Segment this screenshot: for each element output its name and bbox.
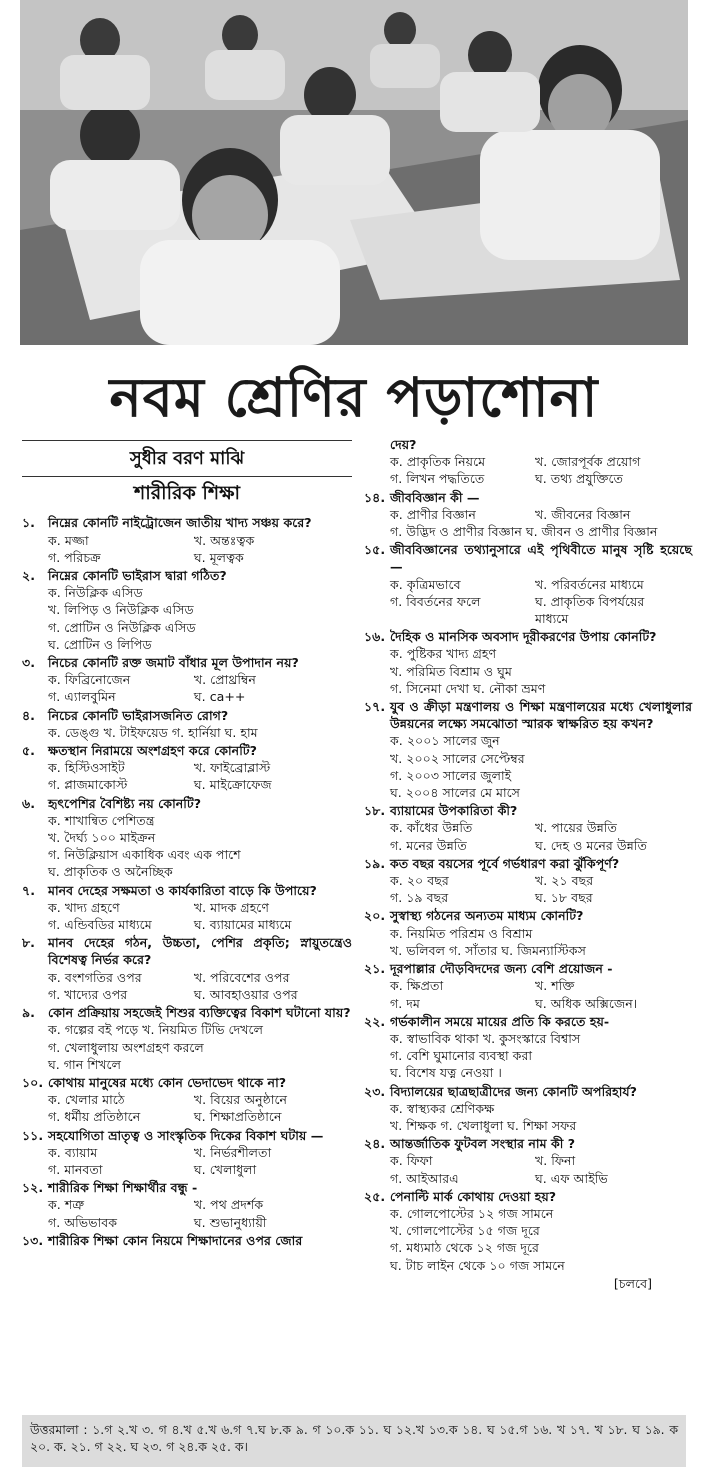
question-item bbox=[364, 1188, 692, 1274]
option-text: ক. খেলার মাঠে bbox=[48, 1092, 125, 1108]
question-text: কত বছর বয়সের পূর্বে গর্ভধারণ করা ঝুঁকিপূর্ণ? bbox=[390, 855, 620, 871]
option-text: ক. পুষ্টিকর খাদ্য গ্রহণ bbox=[390, 646, 497, 662]
option-text: ক. ডেঙ্গু খ. টাইফয়েড গ. হার্নিয়া ঘ. হাম bbox=[48, 724, 258, 740]
question-item bbox=[364, 541, 692, 627]
option-text: খ. গোলপোস্টের ১৫ গজ দূরে bbox=[390, 1223, 540, 1239]
option-text: ঘ. শিক্ষাপ্রতিষ্ঠানে bbox=[193, 1109, 282, 1125]
option-text: ক. স্বাভাবিক থাকা খ. কুসংস্কারে বিশ্বাস bbox=[390, 1030, 581, 1046]
question-text: শারীরিক শিক্ষা কোন নিয়মে শিক্ষাদানের ওপর জোর bbox=[48, 1232, 303, 1248]
question-item bbox=[364, 698, 692, 801]
question-text: আন্তর্জাতিক ফুটবল সংস্থার নাম কী ? bbox=[390, 1136, 576, 1152]
question-item bbox=[364, 907, 692, 959]
question-number: ৯. bbox=[22, 1005, 35, 1021]
question-options bbox=[22, 1021, 352, 1073]
question-options bbox=[22, 532, 352, 566]
question-text: শারীরিক শিক্ষা শিক্ষার্থীর বন্ধু - bbox=[48, 1180, 198, 1196]
option-text: ঘ. ca++ bbox=[193, 689, 246, 705]
option-text: ঘ. শুভানুধ্যায়ী bbox=[193, 1214, 267, 1230]
option-text: খ. মাদক গ্রহণে bbox=[193, 899, 269, 915]
exam-hall-photo bbox=[20, 0, 688, 345]
option-text: গ. খেলাধুলায় অংশগ্রহণ করলে bbox=[48, 1039, 204, 1055]
option-text: গ. সিনেমা দেখা ঘ. নৌকা ভ্রমণ bbox=[390, 680, 546, 696]
question-item bbox=[364, 1083, 692, 1135]
question-number: ৮. bbox=[22, 935, 35, 951]
option-text: ক. হিস্টিওসাইট bbox=[48, 760, 125, 776]
question-number: ২০. bbox=[364, 908, 386, 924]
question-number: ১৫. bbox=[364, 542, 386, 558]
option-text: ঘ. টাচ লাইন থেকে ১০ গজ সামনে bbox=[390, 1257, 565, 1273]
question-item bbox=[364, 960, 692, 1012]
option-text: গ. বেশি ঘুমানোর ব্যবস্থা করা bbox=[390, 1048, 533, 1064]
option-text: ক. প্রাকৃতিক নিয়মে bbox=[390, 454, 486, 470]
question-item bbox=[364, 628, 692, 697]
question-number: ৭. bbox=[22, 882, 35, 898]
question-number: ৪. bbox=[22, 707, 35, 723]
question-options bbox=[364, 645, 692, 697]
question-options bbox=[22, 899, 352, 933]
question-options bbox=[22, 1091, 352, 1125]
option-text: খ. অন্তঃত্বক bbox=[193, 532, 255, 548]
question-options bbox=[364, 872, 692, 906]
option-text: ঘ. ১৮ বছর bbox=[534, 890, 593, 906]
question-item bbox=[22, 654, 352, 706]
option-text: খ. ফাইব্রোব্লাস্ট bbox=[193, 760, 271, 776]
question-number: ১৪. bbox=[364, 489, 386, 505]
option-text: ঘ. গান শিখলে bbox=[48, 1056, 121, 1072]
question-text: নিম্নের কোনটি নাইট্রোজেন জাতীয় খাদ্য সঞ্চয় করে? bbox=[48, 515, 312, 531]
question-number: ১২. bbox=[22, 1180, 44, 1196]
option-text: গ. নিউক্লিয়াস একাধিক এবং এক পাশে bbox=[48, 847, 241, 863]
question-options bbox=[22, 1144, 352, 1178]
option-text: ঘ. প্রাকৃতিক বিপর্যয়ের মাধ্যমে bbox=[534, 593, 645, 627]
option-text: ক. গোলপোস্টের ১২ গজ সামনে bbox=[390, 1205, 554, 1221]
option-text: ক. ব্যায়াম bbox=[48, 1144, 98, 1160]
option-text: ক. কাঁধের উন্নতি bbox=[390, 820, 473, 836]
question-options bbox=[364, 1205, 692, 1274]
question-options bbox=[364, 1152, 692, 1186]
option-text: খ. বিয়ের অনুষ্ঠানে bbox=[193, 1092, 288, 1108]
option-text: খ. পথ প্রদর্শক bbox=[193, 1197, 264, 1213]
question-options bbox=[22, 584, 352, 653]
question-number: ১৭. bbox=[364, 699, 386, 715]
question-text: সহযোগিতা ভ্রাতৃত্ব ও সাংস্কৃতিক দিকের বিকাশ ঘটায় — bbox=[48, 1127, 324, 1143]
option-text: গ. ২০০৩ সালের জুলাই bbox=[390, 767, 512, 783]
option-text: খ. ভলিবল গ. সাঁতার ঘ. জিমন্যাস্টিকস bbox=[390, 942, 586, 958]
question-item bbox=[22, 1004, 352, 1073]
question-options bbox=[22, 812, 352, 881]
exam-hall-illustration bbox=[20, 0, 688, 345]
question-options bbox=[22, 969, 352, 1003]
question-text: ব্যায়ামের উপকারিতা কী? bbox=[390, 803, 518, 819]
option-text: ক. মজ্জা bbox=[48, 532, 89, 548]
question-item bbox=[22, 1179, 352, 1231]
question-item bbox=[364, 489, 692, 541]
question-item bbox=[22, 1074, 352, 1126]
question-number: ২১. bbox=[364, 961, 386, 977]
left-column bbox=[22, 440, 352, 1250]
question-text: দূরপাল্লার দৌড়বিদদের জন্য বেশি প্রয়োজন - bbox=[390, 961, 613, 977]
option-text: ঘ. এফ আইভি bbox=[534, 1170, 608, 1186]
question-options bbox=[22, 671, 352, 705]
question-text: ক্ষতস্থান নিরাময়ে অংশগ্রহণ করে কোনটি? bbox=[48, 743, 257, 759]
option-text: ক. খাদ্য গ্রহণে bbox=[48, 899, 120, 915]
question-number: ১৩. bbox=[22, 1232, 44, 1248]
question-text: দেয়? bbox=[390, 437, 417, 452]
question-number: ২৪. bbox=[364, 1136, 386, 1152]
question-item bbox=[22, 567, 352, 653]
question-number: ১১. bbox=[22, 1127, 44, 1143]
option-text: খ. জীবনের বিজ্ঞান bbox=[534, 506, 631, 522]
question-item bbox=[22, 707, 352, 741]
option-text: ক. স্বাস্থ্যকর শ্রেণিকক্ষ bbox=[390, 1100, 495, 1116]
question-number: ৬. bbox=[22, 795, 35, 811]
option-text: গ. মধ্যমাঠ থেকে ১২ গজ দূরে bbox=[390, 1240, 539, 1256]
option-text: গ. প্রোটিন ও নিউক্লিক এসিড bbox=[48, 619, 196, 635]
option-text: ক. ফিব্রিনোজেন bbox=[48, 672, 131, 688]
option-text: খ. শক্তি bbox=[534, 978, 575, 994]
question-item bbox=[22, 514, 352, 566]
question-item bbox=[22, 795, 352, 881]
right-column bbox=[364, 436, 692, 1292]
question-options bbox=[22, 1196, 352, 1230]
option-text: ক. ফিফা bbox=[390, 1153, 433, 1169]
question-text: মানব দেহের সক্ষমতা ও কার্যকারিতা বাড়ে কি উপায়ে? bbox=[48, 882, 317, 898]
option-text: ঘ. বিশেষ যত্ন নেওয়া । bbox=[390, 1065, 502, 1081]
question-item bbox=[22, 1127, 352, 1179]
option-text: খ. প্রোথ্রম্বিন bbox=[193, 672, 256, 688]
question-text: জীববিজ্ঞান কী — bbox=[390, 489, 480, 505]
option-text: গ. প্লাজমাকোস্ট bbox=[48, 777, 128, 793]
option-text: খ. দৈর্ঘ্য ১০০ মাইক্রন bbox=[48, 830, 156, 846]
option-text: ঘ. প্রোটিন ও লিপিড bbox=[48, 636, 152, 652]
question-text: বিদ্যালয়ের ছাত্রছাত্রীদের জন্য কোনটি অপরিহার্য? bbox=[390, 1083, 637, 1099]
option-text: খ. শিক্ষক গ. খেলাধুলা ঘ. শিক্ষা সফর bbox=[390, 1117, 577, 1133]
question-options bbox=[364, 1100, 692, 1134]
option-text: খ. ২০০২ সালের সেপ্টেম্বর bbox=[390, 750, 525, 766]
option-text: ক. ২০০১ সালের জুন bbox=[390, 733, 500, 749]
option-text: ক. গল্পের বই পড়ে খ. নিয়মিত টিভি দেখলে bbox=[48, 1022, 263, 1038]
question-text: পেনাল্টি মার্ক কোথায় দেওয়া হয়? bbox=[390, 1188, 557, 1204]
question-options bbox=[364, 576, 692, 628]
question-number: ২৫. bbox=[364, 1188, 386, 1204]
option-text: গ. এন্ডিবডির মাধ্যমে bbox=[48, 917, 152, 933]
option-text: গ. উদ্ভিদ ও প্রাণীর বিজ্ঞান ঘ. জীবন ও প্রাণীর বিজ্ঞান bbox=[390, 524, 658, 540]
option-text: খ. জোরপূর্বক প্রয়োগ bbox=[534, 454, 641, 470]
author-name: সুধীর বরণ মাঝি bbox=[22, 440, 352, 477]
question-text: যুব ও ক্রীড়া মন্ত্রণালয় ও শিক্ষা মন্ত্রণালয়ের মধ্যে খেলাধুলার উন্নয়নের লক্ষ্যে সমঝোতা স্মারক স্বাক্ষরিত হয় কখন? bbox=[390, 699, 692, 732]
option-text: ক. প্রাণীর বিজ্ঞান bbox=[390, 506, 476, 522]
question-list-right bbox=[364, 489, 692, 1274]
question-item bbox=[22, 934, 352, 1003]
option-text: ঘ. অধিক অক্সিজেন। bbox=[534, 995, 638, 1011]
option-text: খ. ফিনা bbox=[534, 1153, 576, 1169]
question-text: কোথায় মানুষের মধ্যে কোন ভেদাভেদ থাকে না? bbox=[48, 1074, 287, 1090]
option-text: ক. শাখান্বিত পেশিতন্ত্র bbox=[48, 812, 155, 828]
question-number: ৫. bbox=[22, 743, 35, 759]
question-text: নিচের কোনটি ভাইরাসজনিত রোগ? bbox=[48, 707, 229, 723]
option-text: ঘ. ব্যায়ামের মাধ্যমে bbox=[193, 917, 292, 933]
continue-label: [চলবে] bbox=[613, 1275, 652, 1291]
question-text: গর্ভকালীন সময়ে মায়ের প্রতি কি করতে হয়- bbox=[390, 1013, 610, 1029]
question-text: নিম্নের কোনটি ভাইরাস দ্বারা গঠিত? bbox=[48, 568, 227, 584]
option-text: গ. ধর্মীয় প্রতিষ্ঠানে bbox=[48, 1109, 141, 1125]
option-text: খ. লিপিড় ও নিউক্লিক এসিড bbox=[48, 602, 194, 618]
question-options bbox=[364, 453, 692, 487]
option-text: ক. ২০ বছর bbox=[390, 873, 449, 889]
question-options bbox=[364, 925, 692, 959]
option-text: ক. নিয়মিত পরিশ্রম ও বিশ্রাম bbox=[390, 925, 533, 941]
option-text: ক. ক্ষিপ্রতা bbox=[390, 978, 444, 994]
option-text: ঘ. খেলাধুলা bbox=[193, 1161, 257, 1177]
question-text: দৈহিক ও মানসিক অবসাদ দূরীকরণের উপায় কোনটি? bbox=[390, 629, 657, 645]
option-text: গ. আইআরএ bbox=[390, 1170, 459, 1186]
option-text: গ. বিবর্তনের ফলে bbox=[390, 593, 481, 609]
option-text: ঘ. ২০০৪ সালের মে মাসে bbox=[390, 785, 521, 801]
question-text: হৃৎপেশির বৈশিষ্ট্য নয় কোনটি? bbox=[48, 795, 202, 811]
option-text: গ. মানবতা bbox=[48, 1161, 103, 1177]
page-title: নবম শ্রেণির পড়াশোনা bbox=[109, 365, 599, 429]
question-number: ২. bbox=[22, 568, 35, 584]
option-text: খ. নির্ভরশীলতা bbox=[193, 1144, 272, 1160]
question-number: ২২. bbox=[364, 1013, 386, 1029]
question-options bbox=[364, 732, 692, 801]
option-text: গ. ১৯ বছর bbox=[390, 890, 449, 906]
question-options bbox=[364, 819, 692, 853]
question-options bbox=[22, 724, 352, 741]
option-text: গ. অভিভাবক bbox=[48, 1214, 118, 1230]
option-text: গ. পরিচক্র bbox=[48, 549, 101, 565]
option-text: ঘ. আবহাওয়ার ওপর bbox=[193, 986, 298, 1002]
option-text: খ. পায়ের উন্নতি bbox=[534, 820, 617, 836]
question-number: ৩. bbox=[22, 655, 35, 671]
option-text: খ. পরিবর্তনের মাধ্যমে bbox=[534, 576, 644, 592]
question-number: ১০. bbox=[22, 1074, 44, 1090]
question-text: কোন প্রক্রিয়ায় সহজেই শিশুর ব্যক্তিত্বের বিকাশ ঘটানো যায়? bbox=[48, 1005, 351, 1021]
question-number: ১৬. bbox=[364, 629, 386, 645]
option-text: গ. এ্যালবুমিন bbox=[48, 689, 116, 705]
question-text: সুস্বাস্থ্য গঠনের অন্যতম মাধ্যম কোনটি? bbox=[390, 908, 584, 924]
question-item bbox=[22, 742, 352, 794]
question-options bbox=[364, 977, 692, 1011]
question-options bbox=[22, 759, 352, 793]
question-item bbox=[22, 1232, 352, 1249]
option-text: গ. লিখন পদ্ধতিতে bbox=[390, 471, 485, 487]
question-text: জীববিজ্ঞানের তথ্যানুসারে এই পৃথিবীতে মানুষ সৃষ্টি হয়েছে — bbox=[390, 542, 692, 575]
option-text: ঘ. প্রাকৃতিক ও অনৈচ্ছিক bbox=[48, 864, 173, 880]
question-list-left bbox=[22, 514, 352, 1249]
option-text: গ. খাদ্যের ওপর bbox=[48, 986, 128, 1002]
question-number: ১. bbox=[22, 515, 35, 531]
option-text: খ. পরিবেশের ওপর bbox=[193, 969, 290, 985]
option-text: ক. শত্রু bbox=[48, 1197, 85, 1213]
question-13-continued bbox=[364, 436, 692, 488]
option-text: খ. ২১ বছর bbox=[534, 873, 594, 889]
option-text: ঘ. তথ্য প্রযুক্তিতে bbox=[534, 471, 623, 487]
answer-key: উত্তরমালা : ১.গ ২.খ ৩. গ ৪.খ ৫.খ ৬.গ ৭.ঘ ৮.ক ৯. গ ১০.ক ১১. ঘ ১২.খ ১৩.ক ১৪. ঘ ১৫.গ ১৬. খ ১৭. খ ১৮. ঘ ১৯. ক ২০. ক. ২১. গ ২২. ঘ ২৩. গ ২৪.ক ২৫. ক। bbox=[22, 1415, 686, 1467]
option-text: ক. নিউক্লিক এসিড bbox=[48, 585, 143, 601]
option-text: গ. মনের উন্নতি bbox=[390, 837, 467, 853]
subject-heading: শারীরিক শিক্ষা bbox=[133, 482, 240, 505]
question-item bbox=[364, 802, 692, 854]
option-text: গ. দম bbox=[390, 995, 420, 1011]
question-number: ১৮. bbox=[364, 803, 386, 819]
question-text: মানব দেহের গঠন, উচ্চতা, পেশির প্রকৃতি; স্নায়ুতন্ত্রেও বিশেষত্ব নির্ভর করে? bbox=[48, 935, 352, 968]
question-number: ১৯. bbox=[364, 855, 386, 871]
question-number: ২৩. bbox=[364, 1083, 386, 1099]
option-text: ঘ. মূলত্বক bbox=[193, 549, 244, 565]
option-text: ঘ. মাইক্রোফেজ bbox=[193, 777, 272, 793]
option-text: ঘ. দেহ ও মনের উন্নতি bbox=[534, 837, 647, 853]
question-options bbox=[364, 506, 692, 540]
question-item bbox=[22, 882, 352, 934]
option-text: ক. কৃত্রিমভাবে bbox=[390, 576, 461, 592]
question-item bbox=[364, 855, 692, 907]
option-text: খ. পরিমিত বিশ্রাম ও ঘুম bbox=[390, 663, 512, 679]
option-text: ক. বংশগতির ওপর bbox=[48, 969, 142, 985]
question-text: নিচের কোনটি রক্ত জমাট বাঁধার মূল উপাদান নয়? bbox=[48, 655, 299, 671]
question-item bbox=[364, 1013, 692, 1082]
question-item bbox=[364, 1135, 692, 1187]
question-options bbox=[364, 1030, 692, 1082]
